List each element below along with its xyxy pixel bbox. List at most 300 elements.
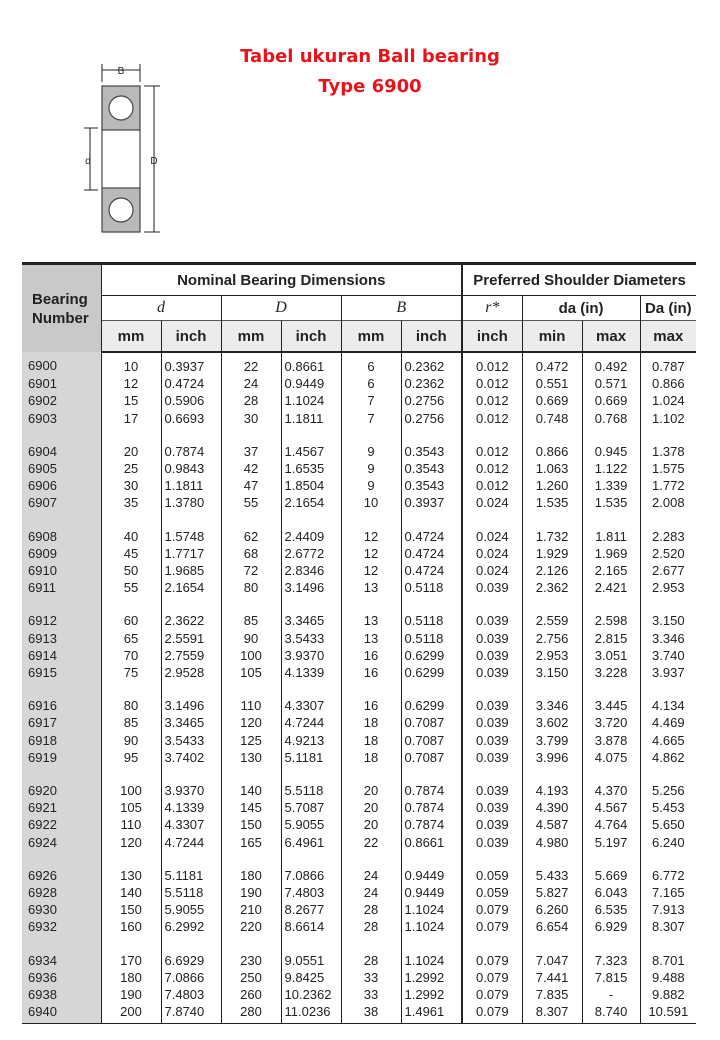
table-cell: 22 [341, 834, 401, 851]
unit-header: inch [281, 321, 341, 353]
table-cell: 0.039 [462, 596, 522, 629]
bearing-number-cell: 6920 [22, 766, 101, 799]
unit-header: mm [221, 321, 281, 353]
table-cell: 6.929 [582, 918, 640, 935]
table-cell: 16 [341, 681, 401, 714]
table-cell: 1.732 [522, 512, 582, 545]
table-cell: 3.5433 [281, 630, 341, 647]
table-cell: 2.283 [640, 512, 696, 545]
table-cell: 2.598 [582, 596, 640, 629]
table-cell: 0.787 [640, 352, 696, 375]
table-cell: 1.1024 [401, 901, 462, 918]
table-cell: 0.7874 [401, 799, 462, 816]
table-cell: 0.3543 [401, 460, 462, 477]
table-cell: 2.953 [640, 579, 696, 596]
table-cell: 0.7874 [161, 427, 221, 460]
table-cell: 0.079 [462, 918, 522, 935]
table-cell: 20 [101, 427, 161, 460]
table-row [22, 884, 696, 901]
table-cell: 0.039 [462, 766, 522, 799]
bearing-number-cell: 6930 [22, 901, 101, 918]
table-cell: 0.866 [640, 375, 696, 392]
table-cell: 4.567 [582, 799, 640, 816]
table-cell: 0.7087 [401, 732, 462, 749]
table-cell: 0.4724 [401, 545, 462, 562]
table-cell: 180 [101, 969, 161, 986]
table-cell: 2.677 [640, 562, 696, 579]
bearing-number-cell: 6917 [22, 714, 101, 731]
table-cell: 28 [341, 918, 401, 935]
table-cell: 18 [341, 714, 401, 731]
label-big-d: D [150, 156, 158, 167]
table-cell: 20 [341, 766, 401, 799]
table-cell: 13 [341, 596, 401, 629]
table-cell: 5.669 [582, 851, 640, 884]
table-cell: 7.165 [640, 884, 696, 901]
header-bearing-number: Bearing Number [22, 264, 101, 353]
table-cell: 150 [221, 816, 281, 833]
table-cell: 47 [221, 477, 281, 494]
table-cell: 6.043 [582, 884, 640, 901]
table-cell: 8.2677 [281, 901, 341, 918]
bearing-number-cell: 6907 [22, 494, 101, 511]
unit-header: inch [401, 321, 462, 353]
table-cell: 2.559 [522, 596, 582, 629]
table-cell: 6.654 [522, 918, 582, 935]
bearing-number-cell: 6910 [22, 562, 101, 579]
table-cell: 0.4724 [401, 562, 462, 579]
table-cell: 18 [341, 749, 401, 766]
table-cell: 7.8740 [161, 1003, 221, 1023]
table-cell: 220 [221, 918, 281, 935]
bearing-number-cell: 6926 [22, 851, 101, 884]
table-cell: 0.748 [522, 410, 582, 427]
table-cell: 0.012 [462, 460, 522, 477]
table-cell: 2.4409 [281, 512, 341, 545]
table-cell: 110 [101, 816, 161, 833]
table-cell: 4.764 [582, 816, 640, 833]
table-cell: 5.433 [522, 851, 582, 884]
bearing-number-cell: 6914 [22, 647, 101, 664]
unit-header: mm [341, 321, 401, 353]
table-cell: 50 [101, 562, 161, 579]
table-cell: 55 [101, 579, 161, 596]
table-cell: 13 [341, 579, 401, 596]
bearing-cross-section-diagram [70, 60, 180, 250]
table-cell: 10.591 [640, 1003, 696, 1023]
header-b: B [341, 296, 462, 321]
table-cell: 7.0866 [161, 969, 221, 986]
table-row [22, 545, 696, 562]
table-cell: 1.378 [640, 427, 696, 460]
table-cell: 3.9370 [281, 647, 341, 664]
table-cell: 0.024 [462, 512, 522, 545]
table-cell: 33 [341, 986, 401, 1003]
table-cell: 90 [101, 732, 161, 749]
table-cell: 9 [341, 427, 401, 460]
table-cell: 24 [341, 884, 401, 901]
bearing-number-cell: 6915 [22, 664, 101, 681]
table-cell: 5.9055 [161, 901, 221, 918]
table-cell: 0.9449 [281, 375, 341, 392]
table-row [22, 579, 696, 596]
table-cell: 165 [221, 834, 281, 851]
table-cell: 6.6929 [161, 936, 221, 969]
table-cell: 75 [101, 664, 161, 681]
table-row [22, 851, 696, 884]
table-row [22, 816, 696, 833]
table-cell: 11.0236 [281, 1003, 341, 1023]
table-cell: 4.3307 [161, 816, 221, 833]
table-cell: 0.8661 [401, 834, 462, 851]
table-cell: 1.3780 [161, 494, 221, 511]
table-cell: 2.9528 [161, 664, 221, 681]
bearing-number-cell: 6921 [22, 799, 101, 816]
table-cell: 4.193 [522, 766, 582, 799]
table-cell: 1.535 [522, 494, 582, 511]
table-cell: 70 [101, 647, 161, 664]
table-cell: 8.6614 [281, 918, 341, 935]
table-cell: 5.1181 [281, 749, 341, 766]
title-line-1: Tabel ukuran Ball bearing [240, 46, 500, 67]
table-cell: 1.1024 [281, 392, 341, 409]
header-d-large: D [221, 296, 341, 321]
table-cell: 16 [341, 664, 401, 681]
table-cell: 4.3307 [281, 681, 341, 714]
table-cell: 3.3465 [161, 714, 221, 731]
table-cell: 3.996 [522, 749, 582, 766]
table-cell: 0.079 [462, 969, 522, 986]
table-cell: 2.126 [522, 562, 582, 579]
table-cell: 5.1181 [161, 851, 221, 884]
table-cell: 2.1654 [281, 494, 341, 511]
table-cell: 0.4724 [161, 375, 221, 392]
table-row [22, 681, 696, 714]
table-cell: 0.3543 [401, 477, 462, 494]
table-cell: 3.799 [522, 732, 582, 749]
table-cell: 3.1496 [281, 579, 341, 596]
table-cell: 0.6693 [161, 410, 221, 427]
table-cell: 95 [101, 749, 161, 766]
table-cell: 4.390 [522, 799, 582, 816]
bearing-number-cell: 6903 [22, 410, 101, 427]
table-cell: 200 [101, 1003, 161, 1023]
table-cell: 7.0866 [281, 851, 341, 884]
table-row [22, 714, 696, 731]
label-b: B [117, 66, 125, 77]
table-cell: 10 [341, 494, 401, 511]
table-cell: 28 [341, 936, 401, 969]
table-cell: 2.3622 [161, 596, 221, 629]
table-row [22, 494, 696, 511]
table-cell: 0.3937 [161, 352, 221, 375]
table-cell: 0.079 [462, 1003, 522, 1023]
table-cell: 8.307 [522, 1003, 582, 1023]
table-cell: 4.075 [582, 749, 640, 766]
table-cell: 28 [221, 392, 281, 409]
table-cell: 0.472 [522, 352, 582, 375]
table-cell: 0.039 [462, 681, 522, 714]
bearing-number-cell: 6936 [22, 969, 101, 986]
table-cell: 170 [101, 936, 161, 969]
table-cell: 0.6299 [401, 681, 462, 714]
table-cell: 6.260 [522, 901, 582, 918]
table-cell: 0.012 [462, 427, 522, 460]
table-cell: 12 [101, 375, 161, 392]
table-cell: 2.362 [522, 579, 582, 596]
table-cell: 140 [101, 884, 161, 901]
table-cell: 180 [221, 851, 281, 884]
table-cell: 0.024 [462, 562, 522, 579]
table-cell: 210 [221, 901, 281, 918]
table-cell: 6.4961 [281, 834, 341, 851]
bearing-number-cell: 6912 [22, 596, 101, 629]
table-cell: 60 [101, 596, 161, 629]
table-cell: 6.240 [640, 834, 696, 851]
table-cell: 1.1811 [161, 477, 221, 494]
table-cell: 1.122 [582, 460, 640, 477]
table-cell: 9.488 [640, 969, 696, 986]
table-cell: 4.665 [640, 732, 696, 749]
table-body [22, 352, 696, 1023]
table-cell: 5.5118 [281, 766, 341, 799]
table-cell: 7.835 [522, 986, 582, 1003]
table-cell: 120 [221, 714, 281, 731]
table-cell: 65 [101, 630, 161, 647]
table-cell: 0.9843 [161, 460, 221, 477]
table-cell: 125 [221, 732, 281, 749]
table-cell: 45 [101, 545, 161, 562]
table-cell: 38 [341, 1003, 401, 1023]
table-cell: 0.8661 [281, 352, 341, 375]
table-cell: 3.740 [640, 647, 696, 664]
header-da-in: da (in) [522, 296, 640, 321]
table-cell: 1.4567 [281, 427, 341, 460]
table-cell: 1.969 [582, 545, 640, 562]
table-row [22, 410, 696, 427]
table-cell: 0.5118 [401, 579, 462, 596]
table-row [22, 749, 696, 766]
table-cell: 0.024 [462, 494, 522, 511]
table-cell: 3.878 [582, 732, 640, 749]
table-cell: 4.134 [640, 681, 696, 714]
table-row [22, 766, 696, 799]
unit-header: inch [161, 321, 221, 353]
table-cell: 0.7087 [401, 714, 462, 731]
table-cell: 7.047 [522, 936, 582, 969]
table-row [22, 647, 696, 664]
bearing-number-cell: 6928 [22, 884, 101, 901]
unit-header: min [522, 321, 582, 353]
table-cell: 0.9449 [401, 851, 462, 884]
bearing-number-cell: 6905 [22, 460, 101, 477]
table-row [22, 799, 696, 816]
table-cell: 120 [101, 834, 161, 851]
table-cell: 0.7087 [401, 749, 462, 766]
table-cell: 3.5433 [161, 732, 221, 749]
table-cell: 55 [221, 494, 281, 511]
table-cell: 5.197 [582, 834, 640, 851]
table-row [22, 375, 696, 392]
table-cell: 3.602 [522, 714, 582, 731]
table-cell: 0.6299 [401, 647, 462, 664]
table-row [22, 1003, 696, 1023]
table-cell: 24 [221, 375, 281, 392]
table-cell: 1.7717 [161, 545, 221, 562]
bearing-dimensions-table [22, 262, 696, 1024]
bearing-number-cell: 6901 [22, 375, 101, 392]
table-cell: 190 [101, 986, 161, 1003]
table-row [22, 986, 696, 1003]
table-cell: 1.4961 [401, 1003, 462, 1023]
table-cell: 2.520 [640, 545, 696, 562]
table-cell: 0.039 [462, 579, 522, 596]
table-row [22, 477, 696, 494]
bearing-number-cell: 6906 [22, 477, 101, 494]
table-cell: 2.008 [640, 494, 696, 511]
table-cell: 105 [101, 799, 161, 816]
table-cell: 0.4724 [401, 512, 462, 545]
bearing-number-cell: 6916 [22, 681, 101, 714]
bearing-number-cell: 6904 [22, 427, 101, 460]
table-row [22, 834, 696, 851]
table-cell: 5.7087 [281, 799, 341, 816]
unit-header: max [640, 321, 696, 353]
table-cell: 6.2992 [161, 918, 221, 935]
table-cell: 0.079 [462, 986, 522, 1003]
table-cell: 2.421 [582, 579, 640, 596]
table-cell: 4.980 [522, 834, 582, 851]
table-cell: 0.059 [462, 884, 522, 901]
table-cell: 1.1024 [401, 936, 462, 969]
table-cell: 0.079 [462, 936, 522, 969]
table-cell: 12 [341, 545, 401, 562]
table-cell: 3.7402 [161, 749, 221, 766]
bearing-number-cell: 6909 [22, 545, 101, 562]
table-cell: 140 [221, 766, 281, 799]
table-cell: 9 [341, 477, 401, 494]
table-cell: 68 [221, 545, 281, 562]
table-cell: 7.815 [582, 969, 640, 986]
table-row [22, 918, 696, 935]
table-cell: 105 [221, 664, 281, 681]
table-row [22, 512, 696, 545]
bearing-number-cell: 6918 [22, 732, 101, 749]
bearing-number-cell: 6934 [22, 936, 101, 969]
bearing-number-cell: 6919 [22, 749, 101, 766]
table-cell: 10 [101, 352, 161, 375]
table-cell: 0.2362 [401, 352, 462, 375]
bearing-number-cell: 6938 [22, 986, 101, 1003]
table-cell: 9.0551 [281, 936, 341, 969]
table-row [22, 596, 696, 629]
table-cell: 1.811 [582, 512, 640, 545]
table-row [22, 936, 696, 969]
table-row [22, 630, 696, 647]
header-r: r* [462, 296, 522, 321]
table-cell: 0.5906 [161, 392, 221, 409]
bearing-number-cell: 6924 [22, 834, 101, 851]
table-cell: 7.441 [522, 969, 582, 986]
table-cell: 1.1811 [281, 410, 341, 427]
table-cell: 160 [101, 918, 161, 935]
table-cell: 1.063 [522, 460, 582, 477]
table-cell: 40 [101, 512, 161, 545]
bearing-number-cell: 6902 [22, 392, 101, 409]
table-cell: 1.260 [522, 477, 582, 494]
table-cell: 190 [221, 884, 281, 901]
table-cell: 3.1496 [161, 681, 221, 714]
table-cell: 85 [101, 714, 161, 731]
table-cell: 0.039 [462, 834, 522, 851]
table-row [22, 392, 696, 409]
table-cell: 3.445 [582, 681, 640, 714]
table-cell: 6.535 [582, 901, 640, 918]
table-cell: 3.228 [582, 664, 640, 681]
table-cell: 30 [101, 477, 161, 494]
table-cell: 0.039 [462, 816, 522, 833]
table-cell: 1.929 [522, 545, 582, 562]
table-cell: 1.772 [640, 477, 696, 494]
table-cell: 2.953 [522, 647, 582, 664]
table-cell: 0.039 [462, 664, 522, 681]
table-cell: 0.012 [462, 352, 522, 375]
table-cell: 5.5118 [161, 884, 221, 901]
table-cell: 24 [341, 851, 401, 884]
table-cell: 0.5118 [401, 630, 462, 647]
table-cell: 4.587 [522, 816, 582, 833]
table-cell: 4.1339 [281, 664, 341, 681]
table-cell: 0.7874 [401, 816, 462, 833]
table-cell: 6 [341, 352, 401, 375]
table-cell: 1.102 [640, 410, 696, 427]
table-cell: 0.059 [462, 851, 522, 884]
table-cell: 2.1654 [161, 579, 221, 596]
table-cell: 5.453 [640, 799, 696, 816]
header-nominal-dimensions: Nominal Bearing Dimensions [101, 264, 462, 296]
table-cell: 2.7559 [161, 647, 221, 664]
table-cell: 4.7244 [281, 714, 341, 731]
table-cell: 6 [341, 375, 401, 392]
table-cell: 5.650 [640, 816, 696, 833]
table-row [22, 427, 696, 460]
table-row [22, 901, 696, 918]
table-cell: 20 [341, 799, 401, 816]
table-cell: 72 [221, 562, 281, 579]
unit-header: mm [101, 321, 161, 353]
table-cell: 9 [341, 460, 401, 477]
table-cell: 0.571 [582, 375, 640, 392]
table-cell: 3.346 [522, 681, 582, 714]
table-cell: 4.862 [640, 749, 696, 766]
page-title [210, 42, 530, 102]
table-cell: 0.3543 [401, 427, 462, 460]
table-cell: 17 [101, 410, 161, 427]
table-cell: 0.039 [462, 799, 522, 816]
table-cell: 15 [101, 392, 161, 409]
table-cell: 0.768 [582, 410, 640, 427]
table-cell: 5.827 [522, 884, 582, 901]
table-cell: 22 [221, 352, 281, 375]
table-cell: 2.756 [522, 630, 582, 647]
table-cell: 8.740 [582, 1003, 640, 1023]
table-cell: 9.882 [640, 986, 696, 1003]
table-cell: 7.4803 [161, 986, 221, 1003]
table-cell: 280 [221, 1003, 281, 1023]
table-cell: 8.307 [640, 918, 696, 935]
bearing-number-cell: 6940 [22, 1003, 101, 1023]
table-cell: 250 [221, 969, 281, 986]
